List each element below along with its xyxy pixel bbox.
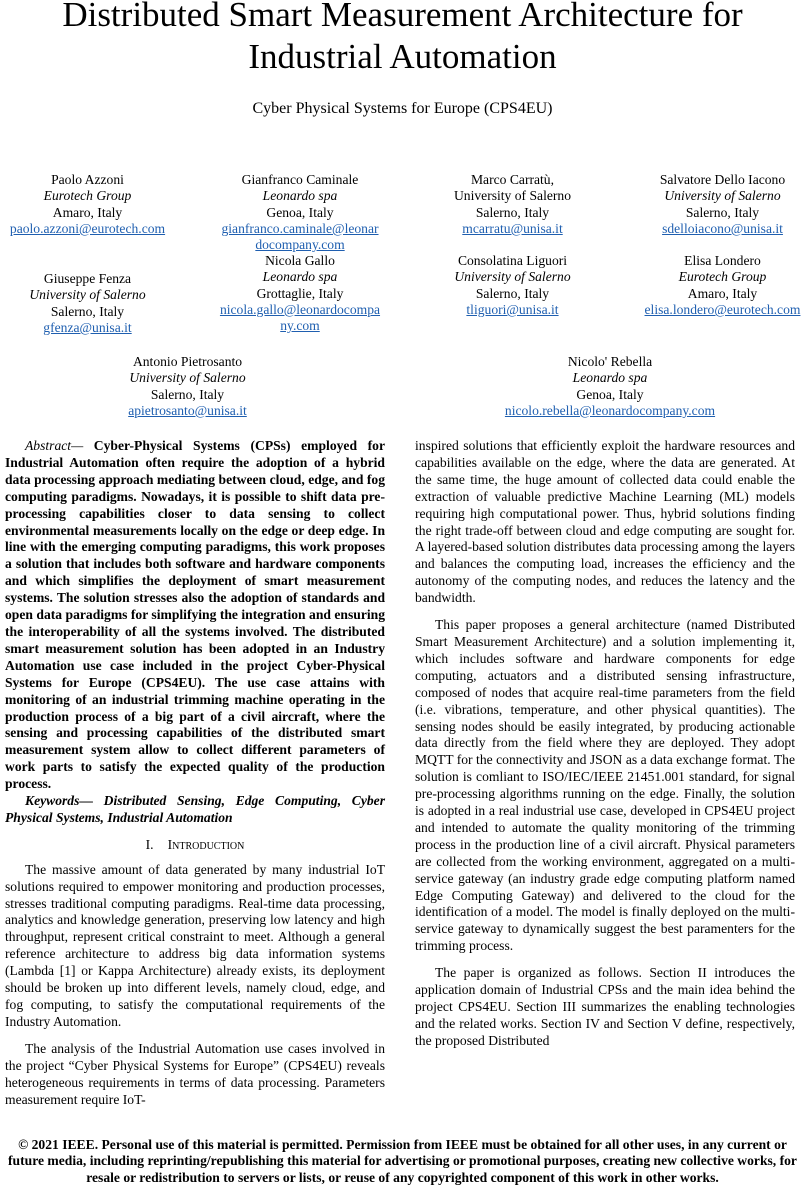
author-email-link[interactable]: ny.com <box>280 318 320 334</box>
author-affiliation: Eurotech Group <box>43 188 132 204</box>
author-block <box>430 253 595 318</box>
author-affiliation: University of Salerno <box>129 370 246 386</box>
author-affiliation: Leonardo spa <box>262 188 338 204</box>
author-email-link[interactable]: tliguori@unisa.it <box>466 301 559 317</box>
author-name: Salvatore Dello Iacono <box>659 172 786 187</box>
section-number: I. <box>145 836 154 852</box>
author-location: Amaro, Italy <box>687 285 758 301</box>
section-title: Introduction <box>167 836 245 852</box>
author-name: Nicola Gallo <box>265 253 335 268</box>
author-name: Antonio Pietrosanto <box>132 354 243 369</box>
paragraph: The paper is organized as follows. Section II introduces the application domain of Industrial CPSs and the main idea behind the project CPS4EU. Section III summarizes the enabling technologies and the related works. Section IV and Section V define, respectively, the proposed Distributed <box>415 965 795 1048</box>
author-block <box>210 172 390 253</box>
paper-subtitle: Cyber Physical Systems for Europe (CPS4EU) <box>252 100 553 117</box>
author-block <box>210 253 390 334</box>
author-email-link[interactable]: sdelloiacono@unisa.it <box>662 220 783 236</box>
keywords-label: Keywords— <box>25 793 93 809</box>
author-email-link[interactable]: gfenza@unisa.it <box>43 319 132 335</box>
left-column <box>5 438 385 1108</box>
author-block <box>640 172 805 237</box>
keywords <box>5 793 385 827</box>
author-affiliation: Eurotech Group <box>678 269 767 285</box>
abstract-label: Abstract— <box>25 438 84 453</box>
author-location: Salerno, Italy <box>50 303 125 319</box>
author-affiliation: Leonardo spa <box>262 269 338 285</box>
paragraph: This paper proposes a general architecture (named Distributed Smart Measurement Architecture) and a solution implementing it, which includes software and hardware components for edge computing, actuators and a distributed sensing infrastructure, composed of nodes that acquire real-time parameters from the field (i.e. vibrations, temperature, and other physical quantities). The sensing nodes should be easily integrated, by producing actionable data directly from the field where they are deployed. They adopt MQTT for the connectivity and JSON as a data exchange format. The solution is comliant to ISO/IEC/IEEE 21451.001 standard, for signal pre-processing algorithms running on the edge. Finally, the solution is adopted in a real industrial use case, developed in CPS4EU project and intended to automate the quality monitoring of the trimming process in the production line of a civil aircraft. Physical parameters are collected from the working environment, aggregated on a multi-service gateway (an industry grade edge computing platform named Edge Computing Gateway) and delivered to the cloud for the identification of a model. The model is finally deployed on the multi-service gateway to dynamically suggest the best paramenters for the trimming process. <box>415 617 795 954</box>
author-location: Salerno, Italy <box>150 386 225 402</box>
author-block <box>0 172 175 237</box>
author-location: Salerno, Italy <box>475 204 550 220</box>
right-column <box>415 438 795 1050</box>
author-location: Salerno, Italy <box>475 285 550 301</box>
author-affiliation: University of Salerno <box>454 269 571 285</box>
author-block <box>490 354 730 419</box>
paper-title-line-2: Industrial Automation <box>248 37 557 76</box>
author-location: Grottaglie, Italy <box>256 285 344 301</box>
author-email-link[interactable]: elisa.londero@eurotech.com <box>644 301 801 317</box>
author-email-link[interactable]: nicola.gallo@leonardocompa <box>219 301 381 317</box>
paragraph: The analysis of the Industrial Automation use cases involved in the project “Cyber Physical Systems for Europe” (CPS4EU) reveals heterogeneous requirements in terms of data processing. Parameters measurement require IoT- <box>5 1040 385 1107</box>
author-name: Nicolo' Rebella <box>567 354 653 369</box>
abstract-text: Cyber-Physical Systems (CPSs) employed for Industrial Automation often require the adoption of a hybrid data processing approach mediating between cloud, edge, and fog computing paradigms. Nowadays, it is possible to shift data pre-processing capabilities closer to data sensing to collect environmental measurements locally on the edge or deep edge. In line with the emerging computing paradigms, this work proposes a solution that includes both software and hardware components and which simplifies the deployment of smart measurement systems. The solution stresses also the adoption of standards and open data paradigms for simplifying the integration and ensuring the interoperability of all the systems involved. The distributed smart measurement solution has been adopted in an Industry Automation use case included in the project Cyber-Physical Systems for Europe (CPS4EU). The use case attains with monitoring of an industrial trimming machine operating in the production process of a big part of a civil aircraft, where the sensing and processing capabilities of the distributed smart measurement system allow to collect different parameters of work parts to satisfy the expected quality of the production process. <box>5 438 385 792</box>
author-location: Genoa, Italy <box>266 204 334 220</box>
author-email-link[interactable]: gianfranco.caminale@leonar <box>221 220 379 236</box>
abstract <box>5 438 385 793</box>
paper-title <box>0 0 805 78</box>
author-name: Giuseppe Fenza <box>43 271 132 286</box>
paper-title-line-1: Distributed Smart Measurement Architecture for <box>62 0 743 34</box>
author-location: Salerno, Italy <box>685 204 760 220</box>
author-email-link[interactable]: nicolo.rebella@leonardocompany.com <box>504 402 716 418</box>
author-email-link[interactable]: mcarratu@unisa.it <box>462 220 563 236</box>
copyright-notice: © 2021 IEEE. Personal use of this material is permitted. Permission from IEEE must be obtained for all other uses, in any current or future media, including reprinting/republishing this material for advertising or promotional purposes, creating new collective works, for resale or redistribution to servers or lists, or reuse of any copyrighted component of this work in other works. <box>8 1137 797 1185</box>
author-email-link[interactable]: apietrosanto@unisa.it <box>128 402 247 418</box>
author-email-link[interactable]: docompany.com <box>255 237 345 253</box>
author-name: Gianfranco Caminale <box>241 172 359 187</box>
paragraph: inspired solutions that efficiently exploit the hardware resources and capabilities available on the edge, where the data are generated. At the same time, the huge amount of collected data could enable the extraction of valuable predictive Machine Learning (ML) models requiring high computational power. Thus, hybrid solutions finding the right trade-off between cloud and edge computing are sought for. A layered-based solution distributes data processing among the layers and balances the computing load, increases the efficiency and the autonomy of the computing nodes, and reduces the latency and the bandwidth. <box>415 438 795 606</box>
author-affiliation: University of Salerno <box>29 287 146 303</box>
author-affiliation: University of Salerno <box>453 188 572 204</box>
author-name: Elisa Londero <box>684 253 761 268</box>
section-heading <box>5 837 385 854</box>
author-location: Amaro, Italy <box>52 204 123 220</box>
author-block <box>430 172 595 237</box>
author-affiliation: Leonardo spa <box>572 370 648 386</box>
author-block <box>100 354 275 419</box>
author-block <box>0 271 175 336</box>
keywords-text: Distributed Sensing, Edge Computing, Cyber Physical Systems, Industrial Automation <box>5 793 385 825</box>
paragraph: The massive amount of data generated by many industrial IoT solutions required to empower monitoring and production processes, stresses traditional computing paradigms. Real-time data processing, analytics and knowledge generation, preserving low latency and high throughput, represent critical constraint to meet. Although a general reference architecture to address big data information systems (Lambda [1] or Kappa Architecture) already exists, its deployment should be broken up into different levels, namely cloud, edge, and fog computing, to satisfy the computational requirements of the Industry Automation. <box>5 861 385 1029</box>
author-block <box>640 253 805 318</box>
author-location: Genoa, Italy <box>576 386 644 402</box>
author-name: Paolo Azzoni <box>51 172 124 187</box>
author-name: Consolatina Liguori <box>457 253 568 268</box>
author-email-link[interactable]: paolo.azzoni@eurotech.com <box>9 220 166 236</box>
author-name: Marco Carratù, <box>470 172 555 187</box>
author-affiliation: University of Salerno <box>664 188 781 204</box>
